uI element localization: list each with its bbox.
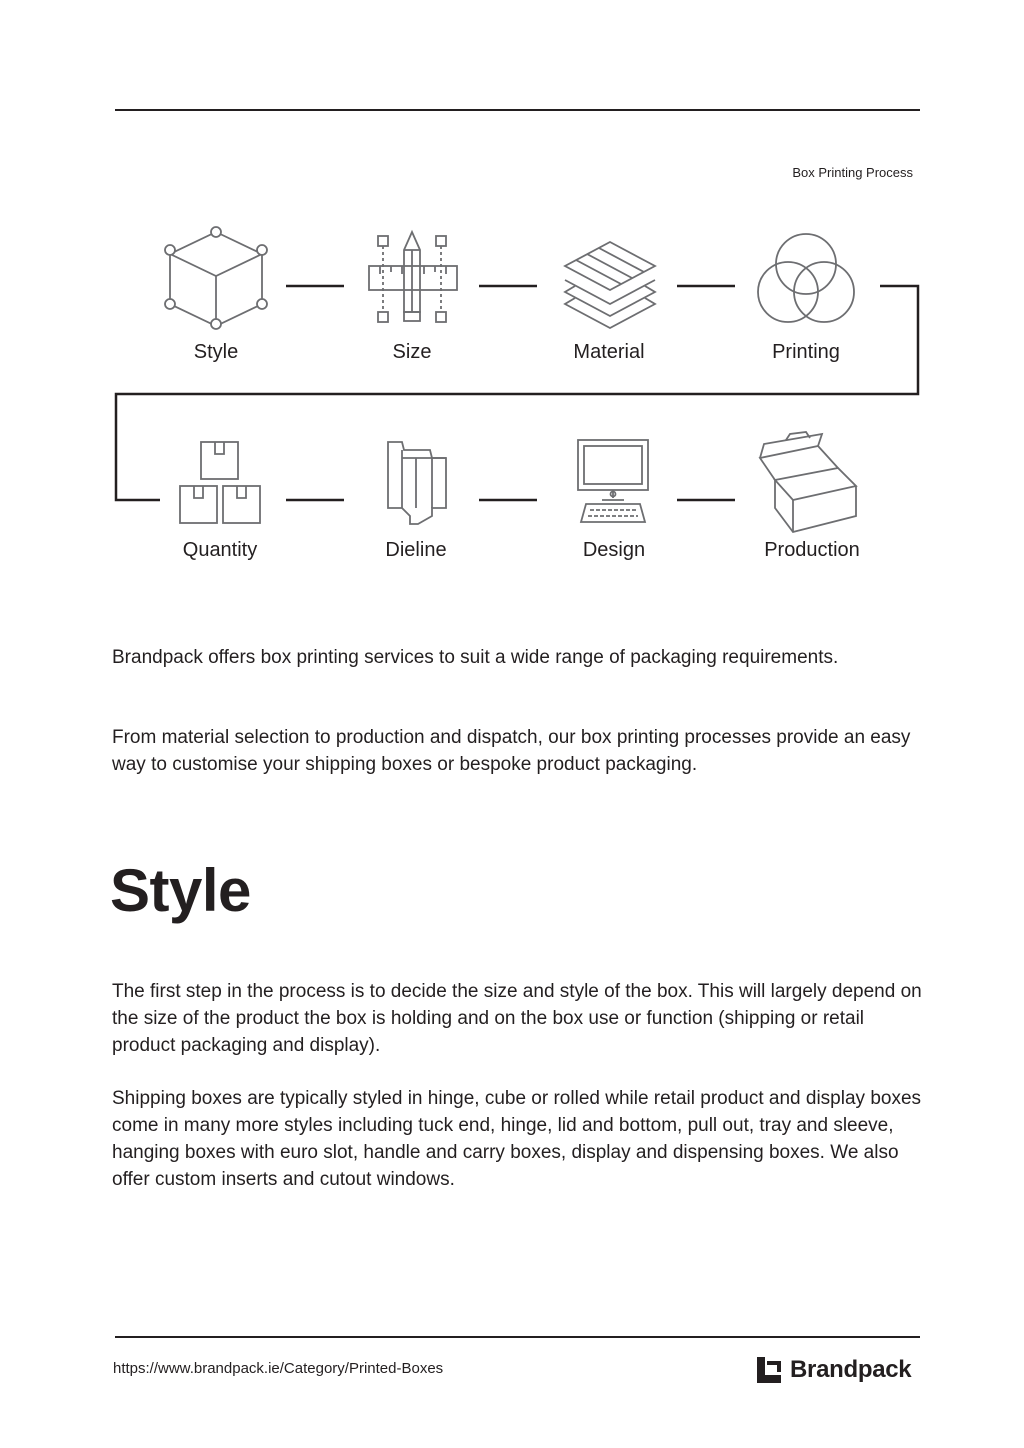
step-label-style: Style <box>193 341 239 363</box>
step-label-material: Material <box>573 341 645 363</box>
brand-logo-icon <box>757 1357 781 1383</box>
dieline-icon <box>388 442 446 524</box>
step-label-design: Design <box>582 539 646 561</box>
brand-name: Brandpack <box>790 1356 912 1383</box>
style-paragraph-2: Shipping boxes are typically styled in hinge, cube or rolled while retail product and display boxes come in many more styles including tuck end, hinge, lid and bottom, pull out, tray and sleeve, hanging boxes with euro slot, handle and carry boxes, display and dispensing boxes. We also offer custom inserts and cutout windows. <box>112 1088 922 1190</box>
section-title: Style <box>110 857 251 924</box>
step-label-production: Production <box>764 539 860 561</box>
style-paragraph-1: The first step in the process is to decide the size and style of the box. This will largely depend on the size of the product the box is holding and on the box use or function (shipping or retail product packaging and display). <box>112 981 922 1056</box>
process-connectors <box>116 286 918 500</box>
process-diagram <box>0 0 1024 620</box>
stacked-boxes-icon <box>180 442 260 523</box>
ruler-pencil-icon <box>369 232 457 322</box>
step-label-size: Size <box>392 341 432 363</box>
bottom-divider <box>115 1336 920 1338</box>
computer-icon <box>578 440 648 522</box>
step-label-dieline: Dieline <box>385 539 447 561</box>
cube-icon <box>165 227 267 329</box>
intro-paragraph-1: Brandpack offers box printing services to suit a wide range of packaging requirements. <box>112 647 839 668</box>
step-label-quantity: Quantity <box>182 539 258 561</box>
footer-url-link[interactable]: https://www.brandpack.ie/Category/Printed-Boxes <box>113 1360 444 1377</box>
layers-icon <box>565 242 655 328</box>
open-box-icon <box>760 432 856 532</box>
process-caption: Box Printing Process <box>792 165 913 180</box>
brand-logo[interactable] <box>757 1356 911 1384</box>
step-label-printing: Printing <box>772 341 840 363</box>
venn-circles-icon <box>758 234 854 322</box>
intro-paragraph-2: From material selection to production and dispatch, our box printing processes provide an easy way to customise your shipping boxes or bespoke product packaging. <box>112 727 911 775</box>
